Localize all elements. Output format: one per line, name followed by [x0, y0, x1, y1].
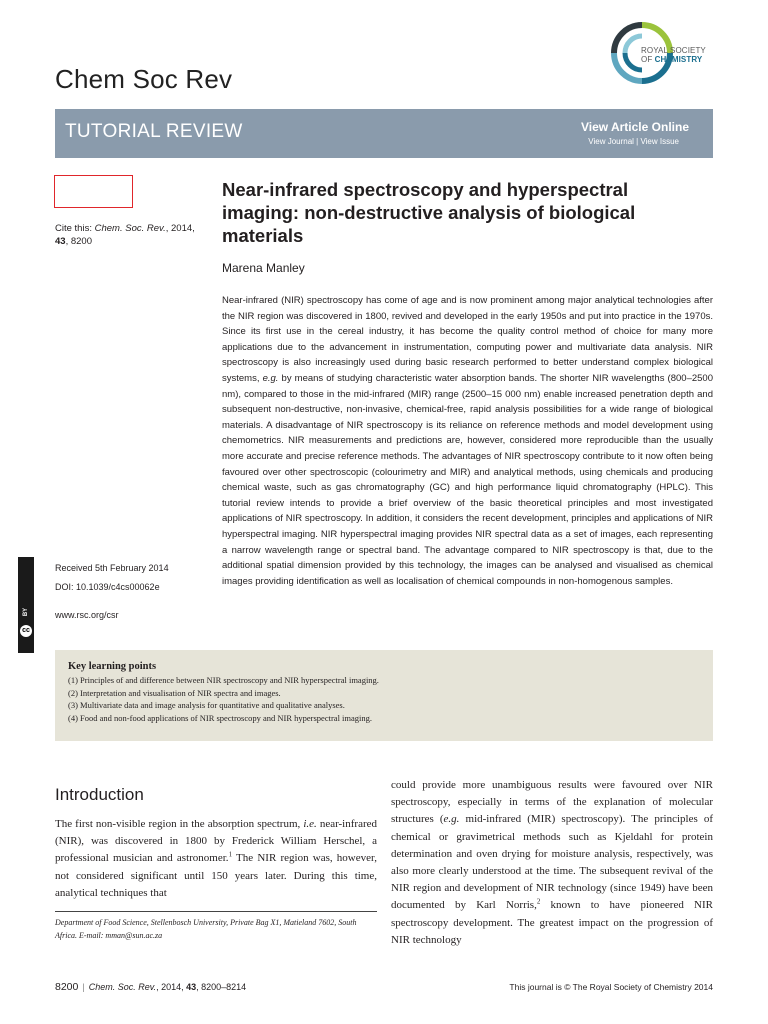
body-column-left: The first non-visible region in the absorption spectrum, i.e. near-infrared (NIR), was discovered in 1800 by Frederick William Herschel, a professional musician and astronomer.$^1$ The NIR region was, however, not considered significant until 150 years later. During this time, analytical techniques that	[55, 818, 377, 899]
reference-1[interactable]: 1	[228, 850, 233, 859]
article-type-banner	[55, 109, 713, 158]
citation: Cite this: Chem. Soc. Rev., 2014, 43, 8200	[55, 223, 195, 247]
key-point: (2) Interpretation and visualisation of NIR spectra and images.	[68, 687, 281, 698]
received-date: Received 5th February 2014	[55, 563, 169, 573]
rsc-logo	[611, 22, 711, 84]
affiliation-footnote: Department of Food Science, Stellenbosch University, Private Bag X1, Matieland 7602, South Africa. E-mail: mman@sun.ac.za	[55, 918, 357, 940]
abstract: Near-infrared (NIR) spectroscopy has come of age and is now prominent among major analytical technologies after the NIR region was discovered in 1800, revived and developed in the early 1950s and put into practice in the 1970s. Since its first use in the cereal industry, it has become the quality control method of choice for many more applications due to the advancement in instrumentation, computing power and multivariate data analysis. NIR spectroscopy is also increasingly used during basic research performed to better understand complex biological systems, e.g. by means of studying characteristic water absorption bands. The shorter NIR wavelengths (800–2500 nm), compared to those in the mid-infrared (MIR) range (2500–15 000 nm) enable increased penetration depth and subsequent non-destructive, non-invasive, chemical-free, rapid analysis possibilities for a wide range of biological materials. A disadvantage of NIR spectroscopy is its reliance on reference methods and model development using chemometrics. NIR measurements and predictions are, however, considered more reproducible than the usually more accurate and precise reference methods. The advantages of NIR spectroscopy contribute to it now often being favoured over other spectroscopic (colourimetry and MIR) and analytical methods, using chemicals and producing chemical waste, such as gas chromatography (GC) and high performance liquid chromatography (HPLC). This tutorial review intends to provide a brief overview of the basic theoretical principles and most investigated applications of NIR spectroscopy. In addition, it considers the recent development, principles and applications of NIR hyperspectral imaging. NIR hyperspectral imaging provides NIR spectral data as a set of images, each representing a narrow wavelength range or spectral band. The advantage compared to NIR spectroscopy is that, due to the additional spatial dimension provided by this technology, the images can be analysed and visualised as chemical images providing identification as well as localisation of chemical compounds in non-homogenous samples.	[222, 295, 713, 587]
rsc-logo-line2: OF CHEMISTRY	[641, 55, 703, 64]
journal-title: Chem Soc Rev	[55, 64, 233, 94]
page-footer-citation: 8200 | Chem. Soc. Rev., 2014, 43, 8200–8214	[55, 981, 247, 993]
key-point: (4) Food and non-food applications of NIR spectroscopy and NIR hyperspectral imaging.	[68, 712, 373, 723]
article-title: Near-infrared spectroscopy and hyperspectral imaging: non-destructive analysis of biological materials	[222, 179, 636, 246]
license-by-label: BY	[23, 607, 29, 617]
copyright-notice: This journal is © The Royal Society of Chemistry 2014	[509, 982, 713, 992]
author-name[interactable]: Marena Manley	[222, 261, 305, 275]
body-column-right: could provide more unambiguous results were favoured over NIR spectroscopy, especially in terms of the explanation of molecular structures (e.g. mid-infrared (MIR) spectroscopy). The principles of chemical or gravimetrical methods such as Kjeldahl for protein determination and oven drying for moisture analysis, respectively, was also more clearly understood at the time. The subsequent revival of the NIR region and development of NIR technology (since 1949) have been documented by Karl Norris,$^2$ known to have pioneered NIR spectroscopy development. The greatest impact on the progression of NIR technology	[391, 779, 713, 946]
key-learning-points	[55, 650, 713, 741]
key-point: (3) Multivariate data and image analysis for quantitative and qualitative analyses.	[68, 700, 345, 710]
rsc-logo-line1: ROYAL SOCIETY	[641, 46, 706, 55]
page-number: 8200	[55, 981, 79, 993]
journal-url[interactable]: www.rsc.org/csr	[55, 610, 119, 620]
key-point: (1) Principles of and difference between NIR spectroscopy and NIR hyperspectral imaging.	[68, 675, 379, 685]
view-article-online-link[interactable]: View Article Online	[580, 120, 689, 134]
article-type: TUTORIAL REVIEW	[65, 121, 243, 142]
doi[interactable]: DOI: 10.1039/c4cs00062e	[55, 582, 160, 592]
footnote-rule	[55, 911, 377, 912]
cc-by-license-badge[interactable]	[18, 557, 34, 653]
creative-commons-icon: cc	[20, 625, 32, 637]
highlight-box	[54, 175, 133, 208]
reference-2[interactable]: 2	[536, 897, 541, 906]
section-heading-introduction: Introduction	[55, 785, 144, 804]
key-learning-points-heading: Key learning points	[68, 661, 157, 672]
view-journal-issue-links[interactable]: View Journal | View Issue	[588, 137, 679, 146]
article-meta	[55, 559, 169, 597]
